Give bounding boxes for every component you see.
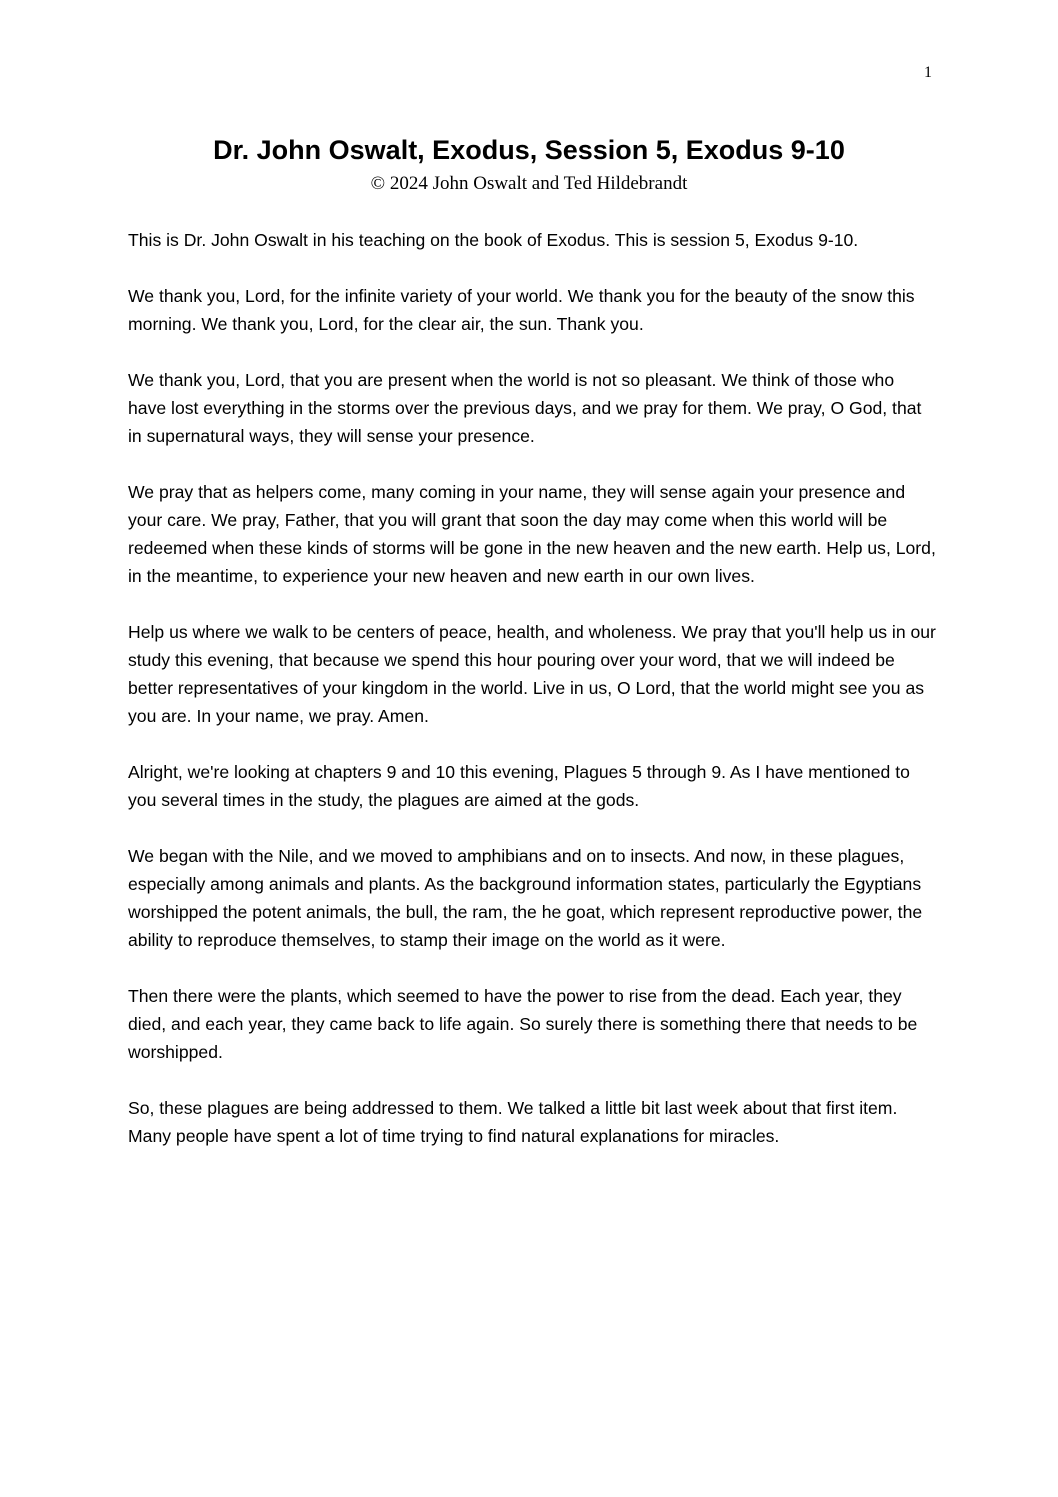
paragraph-miracles: So, these plagues are being addressed to them. We talked a little bit last week about that first item. Many people have spent a lot of time trying to find natural explanations for miracles.: [128, 1098, 898, 1146]
paragraph-animals: We began with the Nile, and we moved to amphibians and on to insects. And now, in these plagues, especially among animals and plants. As the background information states, particularly the Egyptians worshipped the potent animals, the bull, the ram, the he goat, which represent reproductive power, the ability to reproduce themselves, to stamp their image on the world as it were.: [128, 846, 923, 950]
page-number: 1: [924, 64, 932, 81]
paragraph-prayer-thanks: We thank you, Lord, for the infinite variety of your world. We thank you for the beauty of the snow this morning. We thank you, Lord, for the clear air, the sun. Thank you.: [128, 286, 915, 334]
paragraph-prayer-helpers: We pray that as helpers come, many coming in your name, they will sense again your presence and your care. We pray, Father, that you will grant that soon the day may come when this world will be redeemed when these kinds of storms will be gone in the new heaven and the new earth. Help us, Lord, in the meantime, to experience your new heaven and new earth in our own lives.: [128, 482, 936, 586]
document-title: Dr. John Oswalt, Exodus, Session 5, Exodus 9-10: [213, 135, 845, 165]
paragraph-intro: This is Dr. John Oswalt in his teaching on the book of Exodus. This is session 5, Exodus 9-10.: [128, 230, 859, 250]
copyright-line: © 2024 John Oswalt and Ted Hildebrandt: [370, 173, 688, 194]
paragraph-prayer-storms: We thank you, Lord, that you are present when the world is not so pleasant. We think of those who have lost everything in the storms over the previous days, and we pray for them. We pray, O God, that in supernatural ways, they will sense your presence.: [128, 370, 922, 446]
paragraph-plants: Then there were the plants, which seemed to have the power to rise from the dead. Each year, they died, and each year, they came back to life again. So surely there is something there that needs to be worshipped.: [128, 986, 918, 1062]
paragraph-prayer-study: Help us where we walk to be centers of peace, health, and wholeness. We pray that you'll help us in our study this evening, that because we spend this hour pouring over your word, that we will indeed be better representatives of your kingdom in the world. Live in us, O Lord, that the world might see you as you are. In your name, we pray. Amen.: [128, 622, 936, 726]
transcript-body: [128, 226, 936, 1178]
paragraph-chapters: Alright, we're looking at chapters 9 and 10 this evening, Plagues 5 through 9. As I have mentioned to you several times in the study, the plagues are aimed at the gods.: [128, 762, 910, 810]
